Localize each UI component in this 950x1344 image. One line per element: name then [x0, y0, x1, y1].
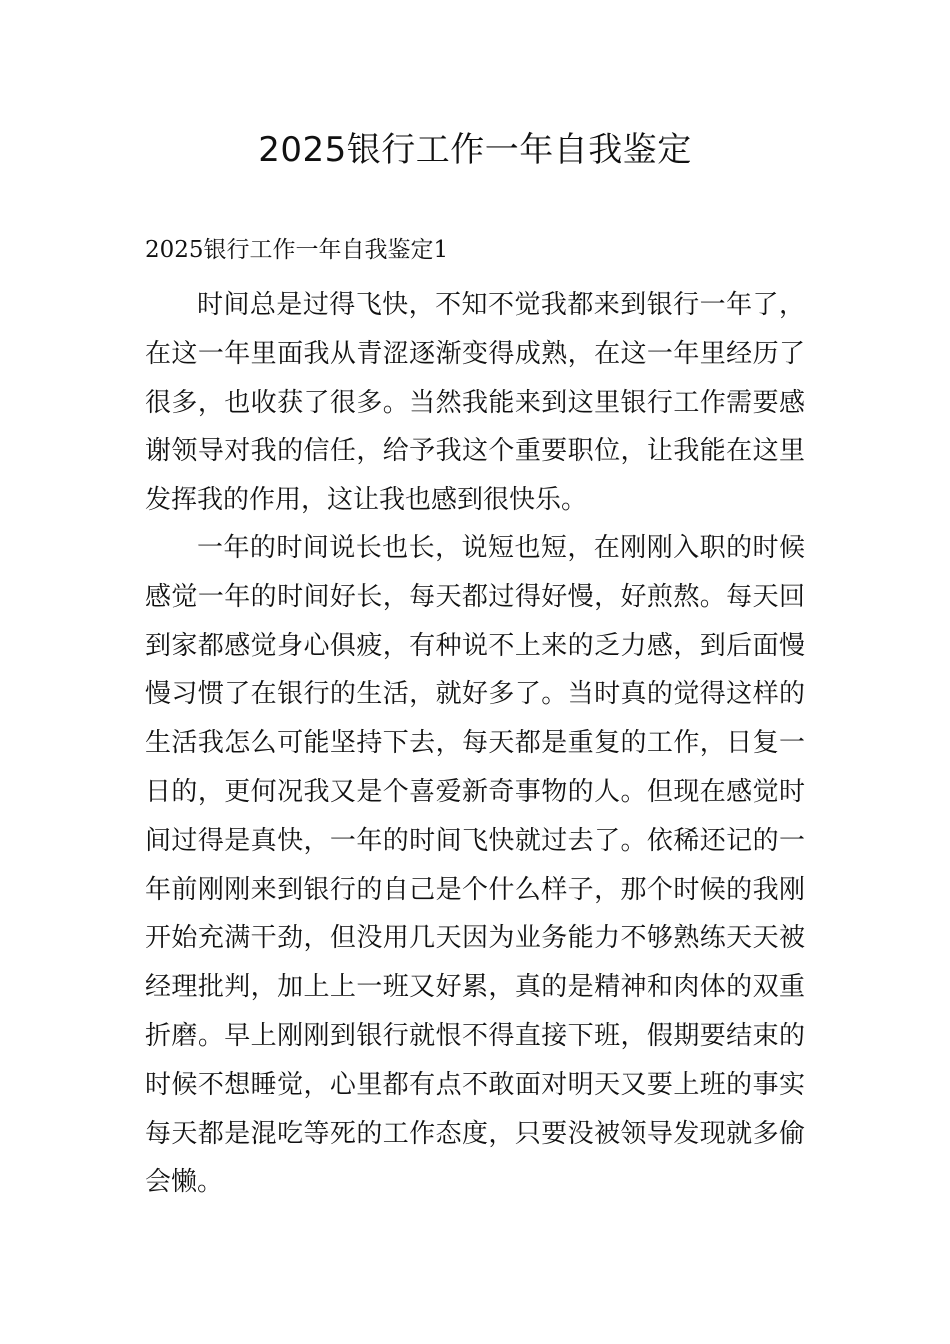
section-heading: 2025银行工作一年自我鉴定1 — [145, 237, 449, 263]
paragraph-2: 一年的时间说长也长，说短也短，在刚刚入职的时候感觉一年的时间好长，每天都过得好慢，好煎熬。每天回到家都感觉身心俱疲，有种说不上来的乏力感，到后面慢慢习惯了在银行的生活，就好多了。当时真的觉得这样的生活我怎么可能坚持下去，每天都是重复的工作，日复一日的，更何况我又是个喜爱新奇事物的人。但现在感觉时间过得是真快，一年的时间飞快就过去了。依稀还记的一年前刚刚来到银行的自己是个什么样子，那个时候的我刚开始充满干劲，但没用几天因为业务能力不够熟练天天被经理批判，加上上一班又好累，真的是精神和肉体的双重折磨。早上刚刚到银行就恨不得直接下班，假期要结束的时候不想睡觉，心里都有点不敢面对明天又要上班的事实每天都是混吃等死的工作态度，只要没被领导发现就多偷会懒。 — [145, 533, 805, 1198]
document-title: 2025银行工作一年自我鉴定 — [258, 130, 692, 170]
paragraph-1: 时间总是过得飞快，不知不觉我都来到银行一年了，在这一年里面我从青涩逐渐变得成熟，在这一年里经历了很多，也收获了很多。当然我能来到这里银行工作需要感谢领导对我的信任，给予我这个重要职位，让我能在这里发挥我的作用，这让我也感到很快乐。 — [145, 290, 805, 516]
